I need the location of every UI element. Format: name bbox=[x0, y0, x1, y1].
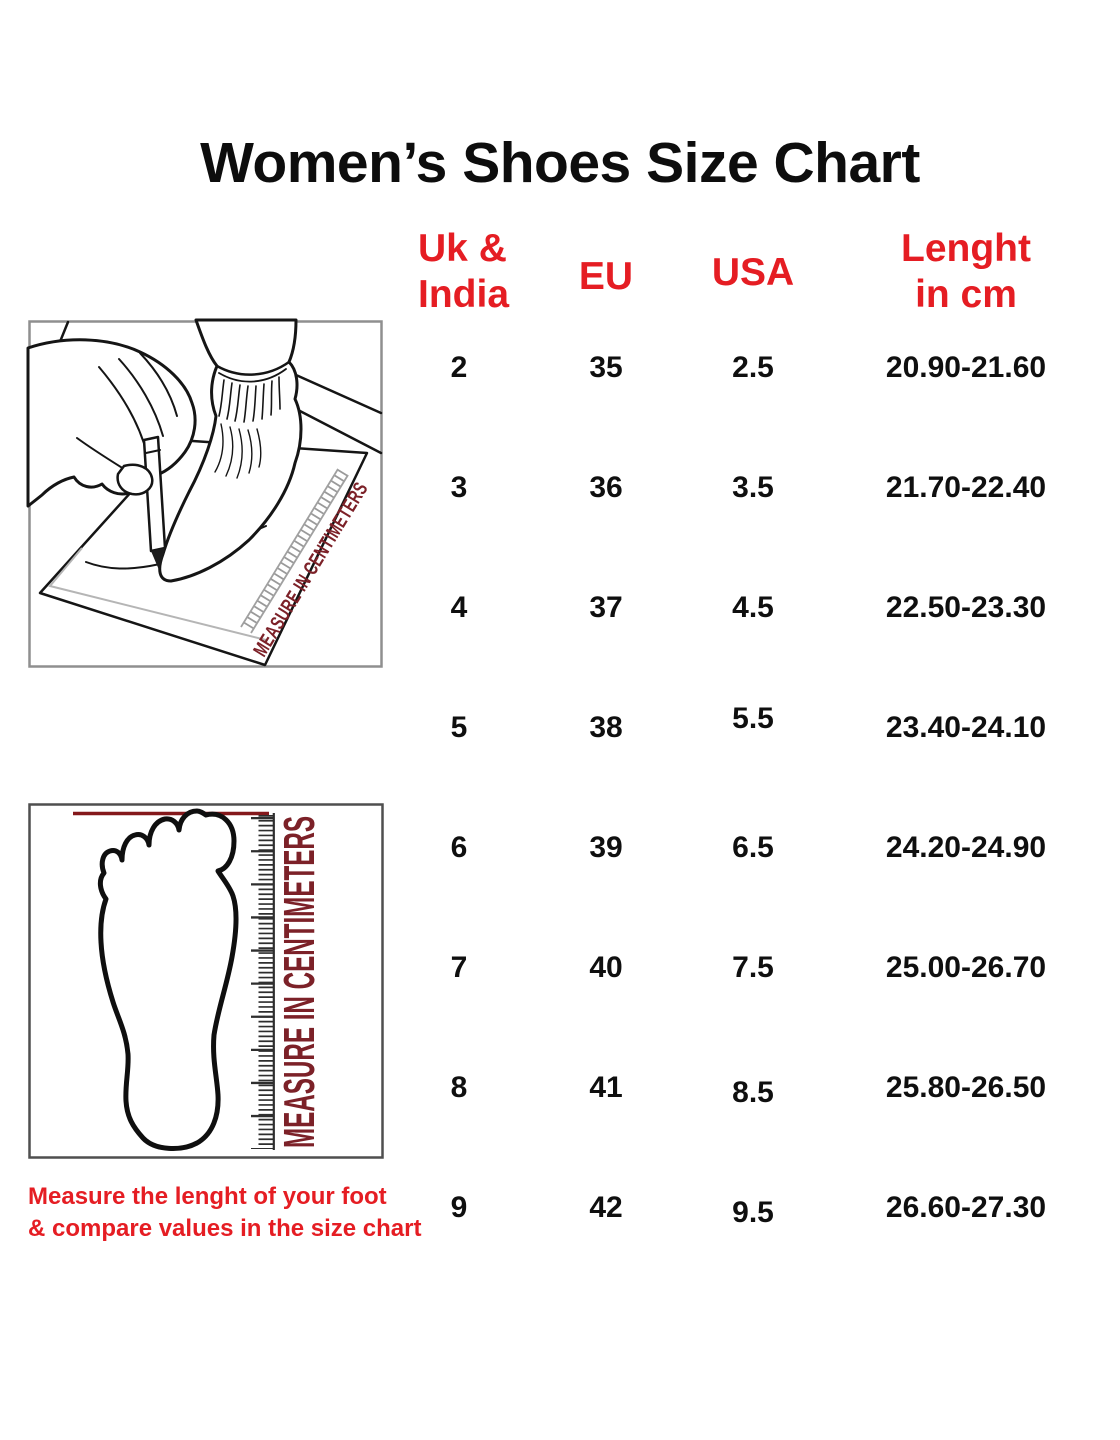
cell-uk-india: 6 bbox=[450, 831, 468, 864]
cell-usa: 9.5 bbox=[732, 1196, 774, 1229]
cell-uk-india: 5 bbox=[450, 711, 468, 744]
cell-usa: 7.5 bbox=[732, 951, 774, 984]
cell-eu: 42 bbox=[589, 1191, 623, 1224]
footprint-drawing bbox=[28, 544, 384, 1159]
cell-eu: 37 bbox=[589, 591, 623, 624]
header-length-line1: Lenght bbox=[901, 227, 1031, 270]
cell-eu: 39 bbox=[589, 831, 623, 864]
foot-tracing-illustration bbox=[28, 320, 418, 673]
cell-length-cm: 25.00-26.70 bbox=[885, 951, 1047, 984]
cell-uk-india: 3 bbox=[450, 471, 468, 504]
foot-tracing-drawing bbox=[28, 320, 418, 668]
ruler-label: MEASURE IN CENTIMETERS bbox=[275, 544, 324, 1148]
measurement-note-line1: Measure the lenght of your foot bbox=[28, 1183, 387, 1210]
cell-eu: 41 bbox=[589, 1071, 623, 1104]
cell-usa: 5.5 bbox=[732, 702, 774, 735]
cell-eu: 40 bbox=[589, 951, 623, 984]
cell-eu: 35 bbox=[589, 351, 623, 384]
header-uk-india-line1: Uk & bbox=[418, 227, 507, 270]
header-length-line2: in cm bbox=[915, 273, 1017, 316]
cell-usa: 6.5 bbox=[732, 831, 774, 864]
cell-uk-india: 9 bbox=[450, 1191, 468, 1224]
cell-usa: 2.5 bbox=[732, 351, 774, 384]
cell-uk-india: 2 bbox=[450, 351, 468, 384]
cell-length-cm: 26.60-27.30 bbox=[885, 1191, 1047, 1224]
cell-length-cm: 20.90-21.60 bbox=[885, 351, 1047, 384]
cell-length-cm: 24.20-24.90 bbox=[885, 831, 1047, 864]
cell-length-cm: 25.80-26.50 bbox=[885, 1071, 1047, 1104]
cell-eu: 36 bbox=[589, 471, 623, 504]
cell-eu: 38 bbox=[589, 711, 623, 744]
cell-length-cm: 23.40-24.10 bbox=[885, 711, 1047, 744]
cell-uk-india: 8 bbox=[450, 1071, 468, 1104]
cell-usa: 4.5 bbox=[732, 591, 774, 624]
cell-usa: 3.5 bbox=[732, 471, 774, 504]
page-title: Women’s Shoes Size Chart bbox=[200, 131, 920, 195]
cell-uk-india: 7 bbox=[450, 951, 468, 984]
header-eu-label: EU bbox=[578, 255, 634, 298]
cell-length-cm: 22.50-23.30 bbox=[885, 591, 1047, 624]
ruler-label: MEASURE IN CENTIMETERS bbox=[249, 405, 418, 661]
size-table-header bbox=[400, 226, 1120, 318]
size-table-body bbox=[400, 308, 1120, 1268]
fingertip-grip bbox=[118, 465, 153, 495]
measurement-note-line2: & compare values in the size chart bbox=[28, 1215, 422, 1242]
measurement-note bbox=[28, 1181, 421, 1245]
header-length-cm bbox=[812, 226, 1120, 318]
cell-usa: 8.5 bbox=[732, 1076, 774, 1109]
cell-uk-india: 4 bbox=[450, 591, 468, 624]
footprint-illustration bbox=[28, 544, 384, 1164]
header-usa-label: USA bbox=[711, 251, 795, 294]
header-usa bbox=[694, 227, 812, 319]
header-uk-india bbox=[400, 226, 518, 318]
cell-length-cm: 21.70-22.40 bbox=[885, 471, 1047, 504]
header-uk-india-line2: India bbox=[418, 273, 510, 316]
